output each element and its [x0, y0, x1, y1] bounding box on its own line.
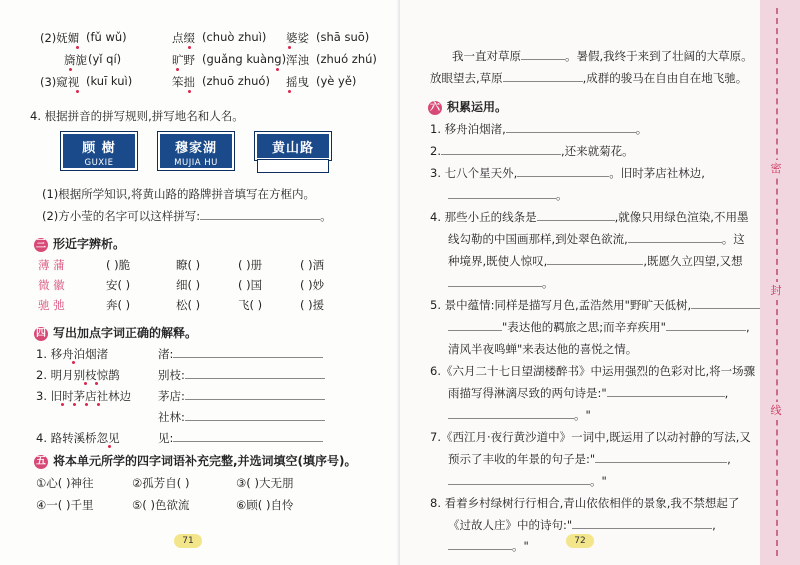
q6-4-line-3 — [448, 253, 743, 269]
emphasis-dot — [84, 382, 87, 385]
answer-blank[interactable] — [200, 208, 320, 220]
sign-name: 黄山路 — [271, 141, 314, 156]
sec5-row — [36, 497, 366, 511]
q6-6-line-1: 6.《六月二十七日望湖楼醉书》中运用强烈的色彩对比,将一场骤 — [430, 364, 756, 378]
answer-blank[interactable] — [521, 48, 565, 60]
word: 浑浊 — [286, 53, 309, 67]
answer-label: 别枝: — [158, 368, 185, 382]
answer-blank[interactable] — [448, 319, 502, 331]
fill-cell[interactable]: 安( ) — [106, 278, 131, 292]
answer-blank[interactable] — [441, 143, 561, 155]
answer-blank[interactable] — [185, 367, 325, 379]
section-title: 将本单元所学的四字词语补充完整,并选词填空(填序号)。 — [53, 454, 357, 468]
emphasis-dot — [176, 68, 179, 71]
answer-blank[interactable] — [173, 346, 323, 358]
text: 2. — [430, 144, 441, 158]
text: 。" — [574, 408, 591, 422]
text: 。暑假,我终于来到了壮阔的大草原。 — [565, 49, 753, 63]
fill-cell[interactable]: ( )册 — [238, 258, 263, 272]
binding-strip — [760, 0, 800, 565]
text: ,成群的骏马在自由自在地飞驰。 — [582, 71, 748, 85]
pinyin-choice: (yǐ qí) — [88, 52, 122, 66]
emphasis-dot — [76, 46, 79, 49]
emphasis-dot — [76, 90, 79, 93]
answer-blank[interactable] — [537, 209, 615, 221]
q6-3-cont: 。 — [448, 187, 568, 203]
road-sign-mujiahu — [157, 131, 235, 171]
q6-7-line-1: 7.《西江月·夜行黄沙道中》一词中,既运用了以动衬静的写法,又 — [430, 430, 751, 444]
idiom-item[interactable]: ①心( )神往 — [36, 476, 94, 490]
text: , — [727, 452, 731, 466]
sec5-row — [36, 475, 366, 489]
sec3-row — [38, 297, 368, 311]
text: , — [712, 518, 716, 532]
section-title: 积累运用。 — [447, 100, 508, 114]
word: 旖旎 — [64, 53, 87, 67]
q6-4-line-4: 。 — [448, 275, 554, 291]
q6-7-line-2 — [448, 451, 731, 467]
emphasis-dot — [72, 361, 75, 364]
word: 婆娑 — [286, 31, 309, 45]
text: 。这 — [721, 232, 745, 246]
word: 旷野 — [172, 53, 195, 67]
sign-name: 顾 樹 — [82, 141, 116, 156]
answer-blank[interactable] — [448, 275, 542, 287]
word: 点缀 — [172, 31, 195, 45]
section-title: 形近字辨析。 — [53, 237, 126, 251]
emphasis-dot — [85, 403, 88, 406]
text: 放眼望去,草原 — [430, 71, 503, 85]
answer-label: 社林: — [158, 410, 185, 424]
answer-blank[interactable] — [547, 253, 643, 265]
road-sign-huangshanlu — [254, 131, 332, 161]
q6-1: 1. 移舟泊烟渚, 。 — [430, 122, 648, 136]
section-6-header — [428, 98, 507, 115]
emphasis-dot — [69, 68, 72, 71]
idiom-item[interactable]: ③( )大无朋 — [236, 476, 294, 490]
q4-2-text: (2)方小莹的名字可以这样拼写: — [42, 209, 201, 223]
intro-line-1 — [452, 48, 753, 64]
answer-blank[interactable] — [666, 319, 746, 331]
sec4-answer — [158, 409, 325, 425]
q6-4-line-1 — [430, 209, 748, 225]
page-number: 71 — [174, 534, 202, 548]
q6-8-line-2 — [448, 517, 716, 533]
answer-blank[interactable] — [506, 121, 636, 133]
section-number-badge: 五 — [36, 455, 46, 467]
text: "表达他的羁旅之思;而辛弃疾用" — [502, 320, 666, 334]
binding-label: 线 — [766, 402, 786, 420]
text: 预示了丰收的年景的句子是:" — [448, 452, 596, 466]
answer-blank[interactable] — [517, 165, 609, 177]
right-page — [400, 0, 800, 565]
sign-pinyin: GUXIE — [84, 158, 114, 168]
text: 4. 那些小丘的线条是 — [430, 210, 537, 224]
sec4-question: 1. 移舟泊烟渚 — [36, 347, 109, 361]
fill-cell[interactable]: ( )酒 — [300, 258, 325, 272]
idiom-item[interactable]: ②孤芳自( ) — [132, 476, 190, 490]
sec4-answer — [158, 388, 325, 404]
section-number-badge: 三 — [36, 238, 46, 250]
fill-cell[interactable]: 细( ) — [176, 278, 201, 292]
sign-pinyin: MUJIA HU — [174, 158, 218, 168]
page-number: 72 — [566, 534, 594, 548]
q6-8-line-3 — [448, 538, 529, 554]
emphasis-dot — [61, 403, 64, 406]
sign-name: 穆家湖 — [174, 141, 217, 156]
word: 笨拙 — [172, 75, 195, 89]
pinyin-answer-box[interactable] — [257, 159, 329, 173]
q6-5-line-1 — [430, 297, 763, 313]
emphasis-dot — [188, 46, 191, 49]
text: 《过故人庄》中的诗句:" — [448, 518, 573, 532]
fill-cell[interactable]: 飞( ) — [238, 298, 263, 312]
answer-blank[interactable] — [595, 451, 727, 463]
pinyin-choice: (zhuō zhuó) — [202, 74, 270, 88]
intro-line-2 — [430, 70, 747, 86]
q6-3 — [430, 165, 705, 181]
sec3-row — [38, 277, 368, 291]
emphasis-dot — [108, 445, 111, 448]
text: ,既愿久立四望,又想 — [643, 254, 743, 268]
answer-blank[interactable] — [448, 473, 590, 485]
answer-blank[interactable] — [607, 385, 725, 397]
pinyin-choice: (guǎng kuàng) — [202, 52, 287, 66]
sec4-question: 4. 路转溪桥忽见 — [36, 431, 120, 445]
q4-2: (2)方小莹的名字可以这样拼写: 。 — [42, 209, 332, 223]
answer-label: 渚: — [158, 347, 174, 361]
sec4-answer — [158, 430, 323, 446]
emphasis-dot — [276, 68, 279, 71]
answer-blank[interactable] — [628, 231, 722, 243]
fill-cell[interactable]: ( )脆 — [106, 258, 131, 272]
emphasis-dot — [73, 403, 76, 406]
sec3-row — [38, 257, 368, 271]
text: 。旧时茅店社林边, — [609, 166, 705, 180]
answer-blank[interactable] — [448, 538, 512, 550]
text: ,就像只用绿色渲染,不用墨 — [614, 210, 749, 224]
fill-cell[interactable]: 奔( ) — [106, 298, 131, 312]
q4-1: (1)根据所学知识,将黄山路的路牌拼音填写在方框内。 — [42, 187, 315, 201]
word: (2)妩媚 — [40, 31, 80, 45]
q4-title: 4. 根据拼音的拼写规则,拼写地名和人名。 — [30, 109, 244, 123]
word: 摇曳 — [286, 75, 309, 89]
answer-blank[interactable] — [185, 409, 325, 421]
fill-cell[interactable]: ( )国 — [238, 278, 263, 292]
q6-4-line-2 — [448, 231, 745, 247]
text: 线勾勒的中国画那样,到处翠色欲流, — [448, 232, 628, 246]
section-number-badge: 六 — [430, 101, 440, 113]
emphasis-dot — [288, 46, 291, 49]
emphasis-dot — [188, 90, 191, 93]
text: , — [745, 320, 750, 334]
answer-label: 茅店: — [158, 389, 185, 403]
q6-6-line-2 — [448, 385, 728, 401]
text: 。" — [512, 539, 529, 553]
pinyin-choice: (kuī kuì) — [86, 74, 133, 88]
answer-blank[interactable] — [448, 187, 556, 199]
answer-blank[interactable] — [503, 70, 583, 82]
q6-7-line-3 — [448, 473, 607, 489]
q6-2 — [430, 143, 634, 159]
q6-5-line-3: 清风半夜鸣蝉"来表达他的喜悦之情。 — [448, 342, 638, 356]
road-sign-guxie — [60, 131, 138, 171]
char-pair: 驰 弛 — [38, 298, 65, 312]
answer-blank[interactable] — [173, 430, 323, 442]
sec4-answer — [158, 346, 323, 362]
text: 种境界,既使人惊叹, — [448, 254, 548, 268]
emphasis-dot — [95, 382, 98, 385]
pinyin-choice: (fǔ wǔ) — [86, 30, 127, 44]
sec4-answer — [158, 367, 325, 383]
text: , — [724, 386, 729, 400]
binding-label: 密 — [766, 160, 786, 178]
section-number-badge: 四 — [36, 327, 46, 339]
answer-blank[interactable] — [448, 407, 574, 419]
text: 1. 移舟泊烟渚, — [430, 122, 506, 136]
section-4-header — [34, 324, 197, 341]
q6-8-line-1: 8. 看着乡村绿树行行相合,青山依依相伴的景象,我不禁想起了 — [430, 496, 740, 510]
text: ,还来就菊花。 — [560, 144, 634, 158]
fill-cell[interactable]: ( )妙 — [300, 278, 325, 292]
pinyin-choice: (yè yě) — [316, 74, 357, 88]
sec4-question: 3. 旧时茅店社林边 — [36, 389, 132, 403]
text: 我一直对草原 — [452, 49, 521, 63]
section-5-header — [34, 452, 357, 469]
emphasis-dot — [288, 90, 291, 93]
binding-label: 封 — [766, 282, 786, 300]
char-pair: 薄 蒲 — [38, 258, 65, 272]
answer-blank[interactable] — [691, 297, 763, 309]
text: 。" — [590, 474, 607, 488]
char-pair: 微 徽 — [38, 278, 65, 292]
section-title: 写出加点字词正确的解释。 — [53, 326, 198, 340]
text: 3. 七八个星天外, — [430, 166, 518, 180]
word: (3)窥视 — [40, 75, 80, 89]
text: 5. 景中蕴情:同样是描写月色,孟浩然用"野旷天低树, — [430, 298, 692, 312]
answer-blank[interactable] — [185, 388, 325, 400]
q6-5-line-2 — [448, 319, 750, 335]
fill-cell[interactable]: 松( ) — [176, 298, 201, 312]
pinyin-choice: (chuò zhuì) — [202, 30, 267, 44]
idiom-item[interactable]: ⑥顾( )自怜 — [236, 498, 294, 512]
idiom-item[interactable]: ⑤( )色欲流 — [132, 498, 190, 512]
emphasis-dot — [97, 403, 100, 406]
sec4-question: 2. 明月别枝惊鹊 — [36, 368, 120, 382]
text: 雨描写得淋漓尽致的两句诗是:" — [448, 386, 607, 400]
fill-cell[interactable]: ( )援 — [300, 298, 325, 312]
fill-cell[interactable]: 瞭( ) — [176, 258, 201, 272]
answer-blank[interactable] — [572, 517, 712, 529]
section-3-header — [34, 235, 125, 252]
q6-6-line-3 — [448, 407, 591, 423]
pinyin-choice: (zhuó zhú) — [316, 52, 377, 66]
answer-label: 见: — [158, 431, 174, 445]
pinyin-choice: (shā suō) — [316, 30, 370, 44]
idiom-item[interactable]: ④一( )千里 — [36, 498, 94, 512]
